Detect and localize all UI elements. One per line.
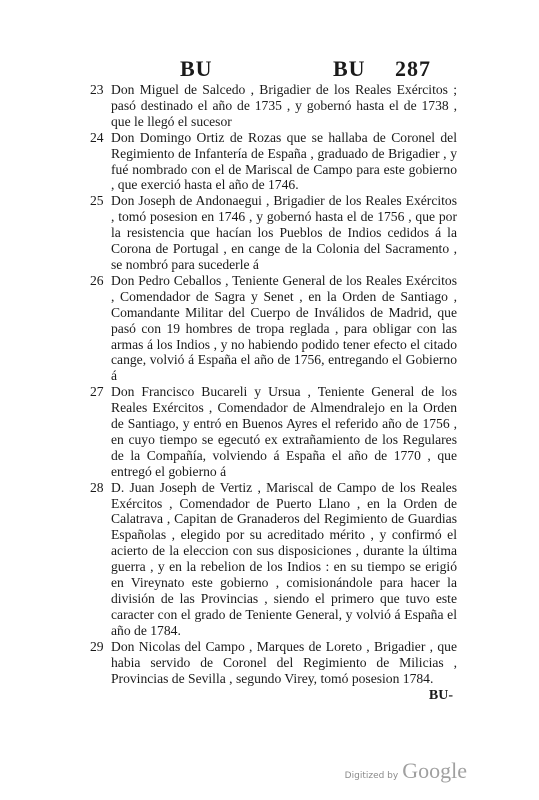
entry-text: Don Miguel de Salcedo , Brigadier de los Reales Exércitos ; pasó destinado el año de 1735 , y gobernó hasta el de 1738 , que le llegó el sucesor xyxy=(111,82,457,129)
google-watermark xyxy=(345,758,467,784)
list-item xyxy=(92,193,457,273)
watermark-caption: Digitized by xyxy=(344,771,399,781)
entry-number: 28 xyxy=(90,479,104,495)
running-head-center: BU xyxy=(333,56,366,81)
catchword: BU- xyxy=(428,688,453,703)
entry-text: Don Domingo Ortiz de Rozas que se hallaba de Coronel del Regimiento de Infantería de España , graduado de Brigadier , y fué nombrado con el de Mariscal de Campo para este gobierno , que exerció hasta el año de 1746. xyxy=(111,129,457,193)
page-number: 287 xyxy=(395,56,431,81)
list-item xyxy=(92,130,457,194)
list-item xyxy=(92,273,457,384)
entry-text: D. Juan Joseph de Vertiz , Mariscal de Campo de los Reales Exércitos , Comendador de Puerto Llano , en la Orden de Calatrava , Capitan de Granaderos del Regimiento de Guardias Españolas , elegido por su acreditado mérito , y confirmó el acierto de la eleccion con sus disposiciones , durante la última guerra , y en la rebelion de los Indios : en su tiempo se erigió en Vireynato este gobierno , comisionándole para hacer la división de las Provincias , siendo el primero que tuvo este caracter con el grado de Teniente General, y volvió á España el año de 1784. xyxy=(111,479,457,638)
entry-text: Don Pedro Ceballos , Teniente General de los Reales Exércitos , Comendador de Sagra y Senet , en la Orden de Santiago , Comandante Militar del Cuerpo de Inválidos de Madrid, que pasó con 19 hombres de tropa reglada , para obligar con las armas á los Indios , y no habiendo podido tener efecto el citado cange, volvió á España el año de 1756, entregando el Gobierno á xyxy=(111,272,457,384)
list-item xyxy=(92,384,457,479)
entry-number: 23 xyxy=(90,82,104,97)
page-header xyxy=(0,56,539,84)
entry-text: Don Joseph de Andonaegui , Brigadier de los Reales Exércitos , tomó posesion en 1746 , y gobernó hasta el de 1756 , que por la resistencia que hacían los Pueblos de Indios cedidos á la Corona de Portugal , en cange de la Colonia del Sacramento , se nombró para sucederle á xyxy=(111,193,457,272)
google-logo: Google xyxy=(402,758,467,783)
entry-text: Don Francisco Bucareli y Ursua , Teniente General de los Reales Exércitos , Comendador de Almendralejo en la Orden de Santiago, y entró en Buenos Ayres el referido año de 1756 , en cuyo tiempo se egecutó ex extrañamiento de los Regulares de la Compañía, volviendo á España el año de 1770 , que entregó el gobierno á xyxy=(111,384,457,479)
list-item xyxy=(92,82,457,130)
entry-number: 24 xyxy=(90,129,104,145)
entry-number: 27 xyxy=(90,384,104,400)
list-item xyxy=(92,639,457,687)
running-head-left: BU xyxy=(180,56,213,81)
governor-list xyxy=(92,82,457,686)
entry-number: 29 xyxy=(90,638,104,654)
entry-text: Don Nicolas del Campo , Marques de Loreto , Brigadier , que habia servido de Coronel del Regimiento de Milicias , Provincias de Sevilla , segundo Virey, tomó posesion 1784. xyxy=(111,638,457,686)
entry-number: 25 xyxy=(90,193,104,209)
entry-number: 26 xyxy=(90,272,104,288)
list-item xyxy=(92,480,457,639)
